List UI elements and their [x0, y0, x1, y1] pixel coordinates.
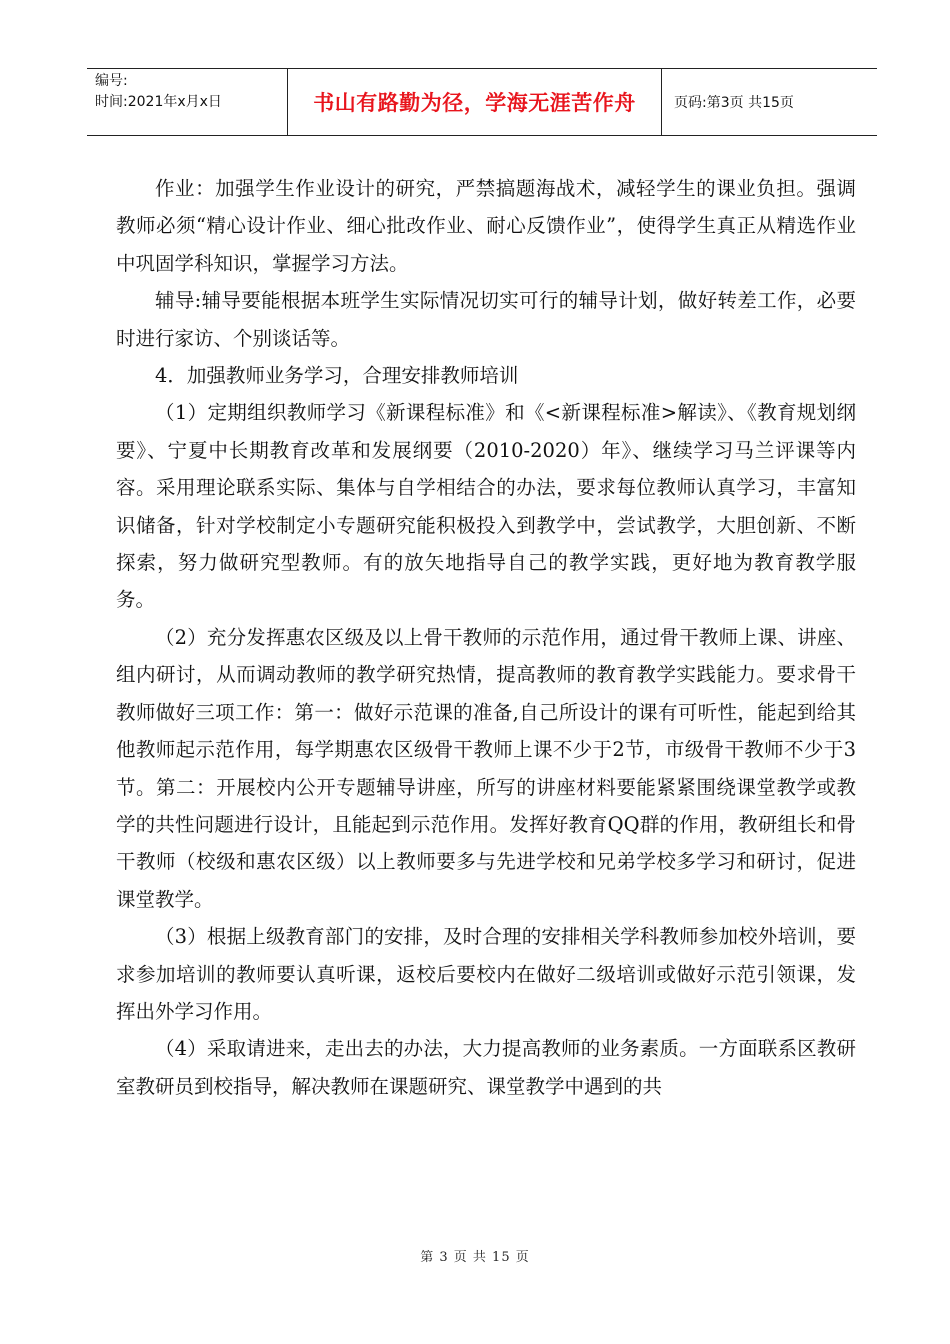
paragraph-item-4: （4）采取请进来，走出去的办法，大力提高教师的业务素质。一方面联系区教研室教研员到校指导，解决教师在课题研究、课堂教学中遇到的共 [116, 1037, 856, 1098]
document-number-label: 编号: [95, 73, 128, 89]
document-body [116, 170, 856, 1105]
header-page-info: 页码:第3页 共15页 [674, 95, 794, 111]
paragraph-item-2: （2）充分发挥惠农区级及以上骨干教师的示范作用，通过骨干教师上课、讲座、组内研讨，从而调动教师的教学研究热情，提高教师的教育教学实践能力。要求骨干教师做好三项工作：第一：做好示范课的准备,自己所设计的课有可听性，能起到给其他教师起示范作用，每学期惠农区级骨干教师上课不少于2节，市级骨干教师不少于3节。第二：开展校内公开专题辅导讲座，所写的讲座材料要能紧紧围绕课堂教学或教学的共性问题进行设计，且能起到示范作用。发挥好教育QQ群的作用，教研组长和骨干教师（校级和惠农区级）以上教师要多与先进学校和兄弟学校多学习和研讨，促进课堂教学。 [116, 625, 856, 911]
header-motto: 书山有路勤为径，学海无涯苦作舟 [287, 69, 662, 135]
paragraph-item-1: （1）定期组织教师学习《新课程标准》和《<新课程标准>解读》、《教育规划纲要》、宁夏中长期教育改革和发展纲要（2010-2020）年》、继续学习马兰评课等内容。采用理论联系实际、集体与自学相结合的办法，要求每位教师认真学习，丰富知识储备，针对学校制定小专题研究能积极投入到教学中，尝试教学，大胆创新、不断探索，努力做研究型教师。有的放矢地指导自己的教学实践，更好地为教育教学服务。 [116, 401, 856, 612]
paragraph-tutoring: 辅导:辅导要能根据本班学生实际情况切实可行的辅导计划，做好转差工作，必要时进行家访、个别谈话等。 [116, 289, 856, 350]
header-meta-cell [87, 69, 287, 135]
paragraph-item-3: （3）根据上级教育部门的安排，及时合理的安排相关学科教师参加校外培训，要求参加培训的教师要认真听课，返校后要校内在做好二级培训或做好示范引领课，发挥出外学习作用。 [116, 925, 856, 1023]
section-heading-4: 4．加强教师业务学习，合理安排教师培训 [155, 364, 519, 388]
paragraph-homework: 作业：加强学生作业设计的研究，严禁搞题海战术，减轻学生的课业负担。强调教师必须“精心设计作业、细心批改作业、耐心反馈作业”，使得学生真正从精选作业中巩固学科知识，掌握学习方法。 [116, 177, 856, 275]
document-time-label: 时间:2021年x月x日 [95, 94, 222, 110]
page-footer: 第 3 页 共 15 页 [420, 1250, 530, 1265]
page-header [87, 68, 877, 136]
